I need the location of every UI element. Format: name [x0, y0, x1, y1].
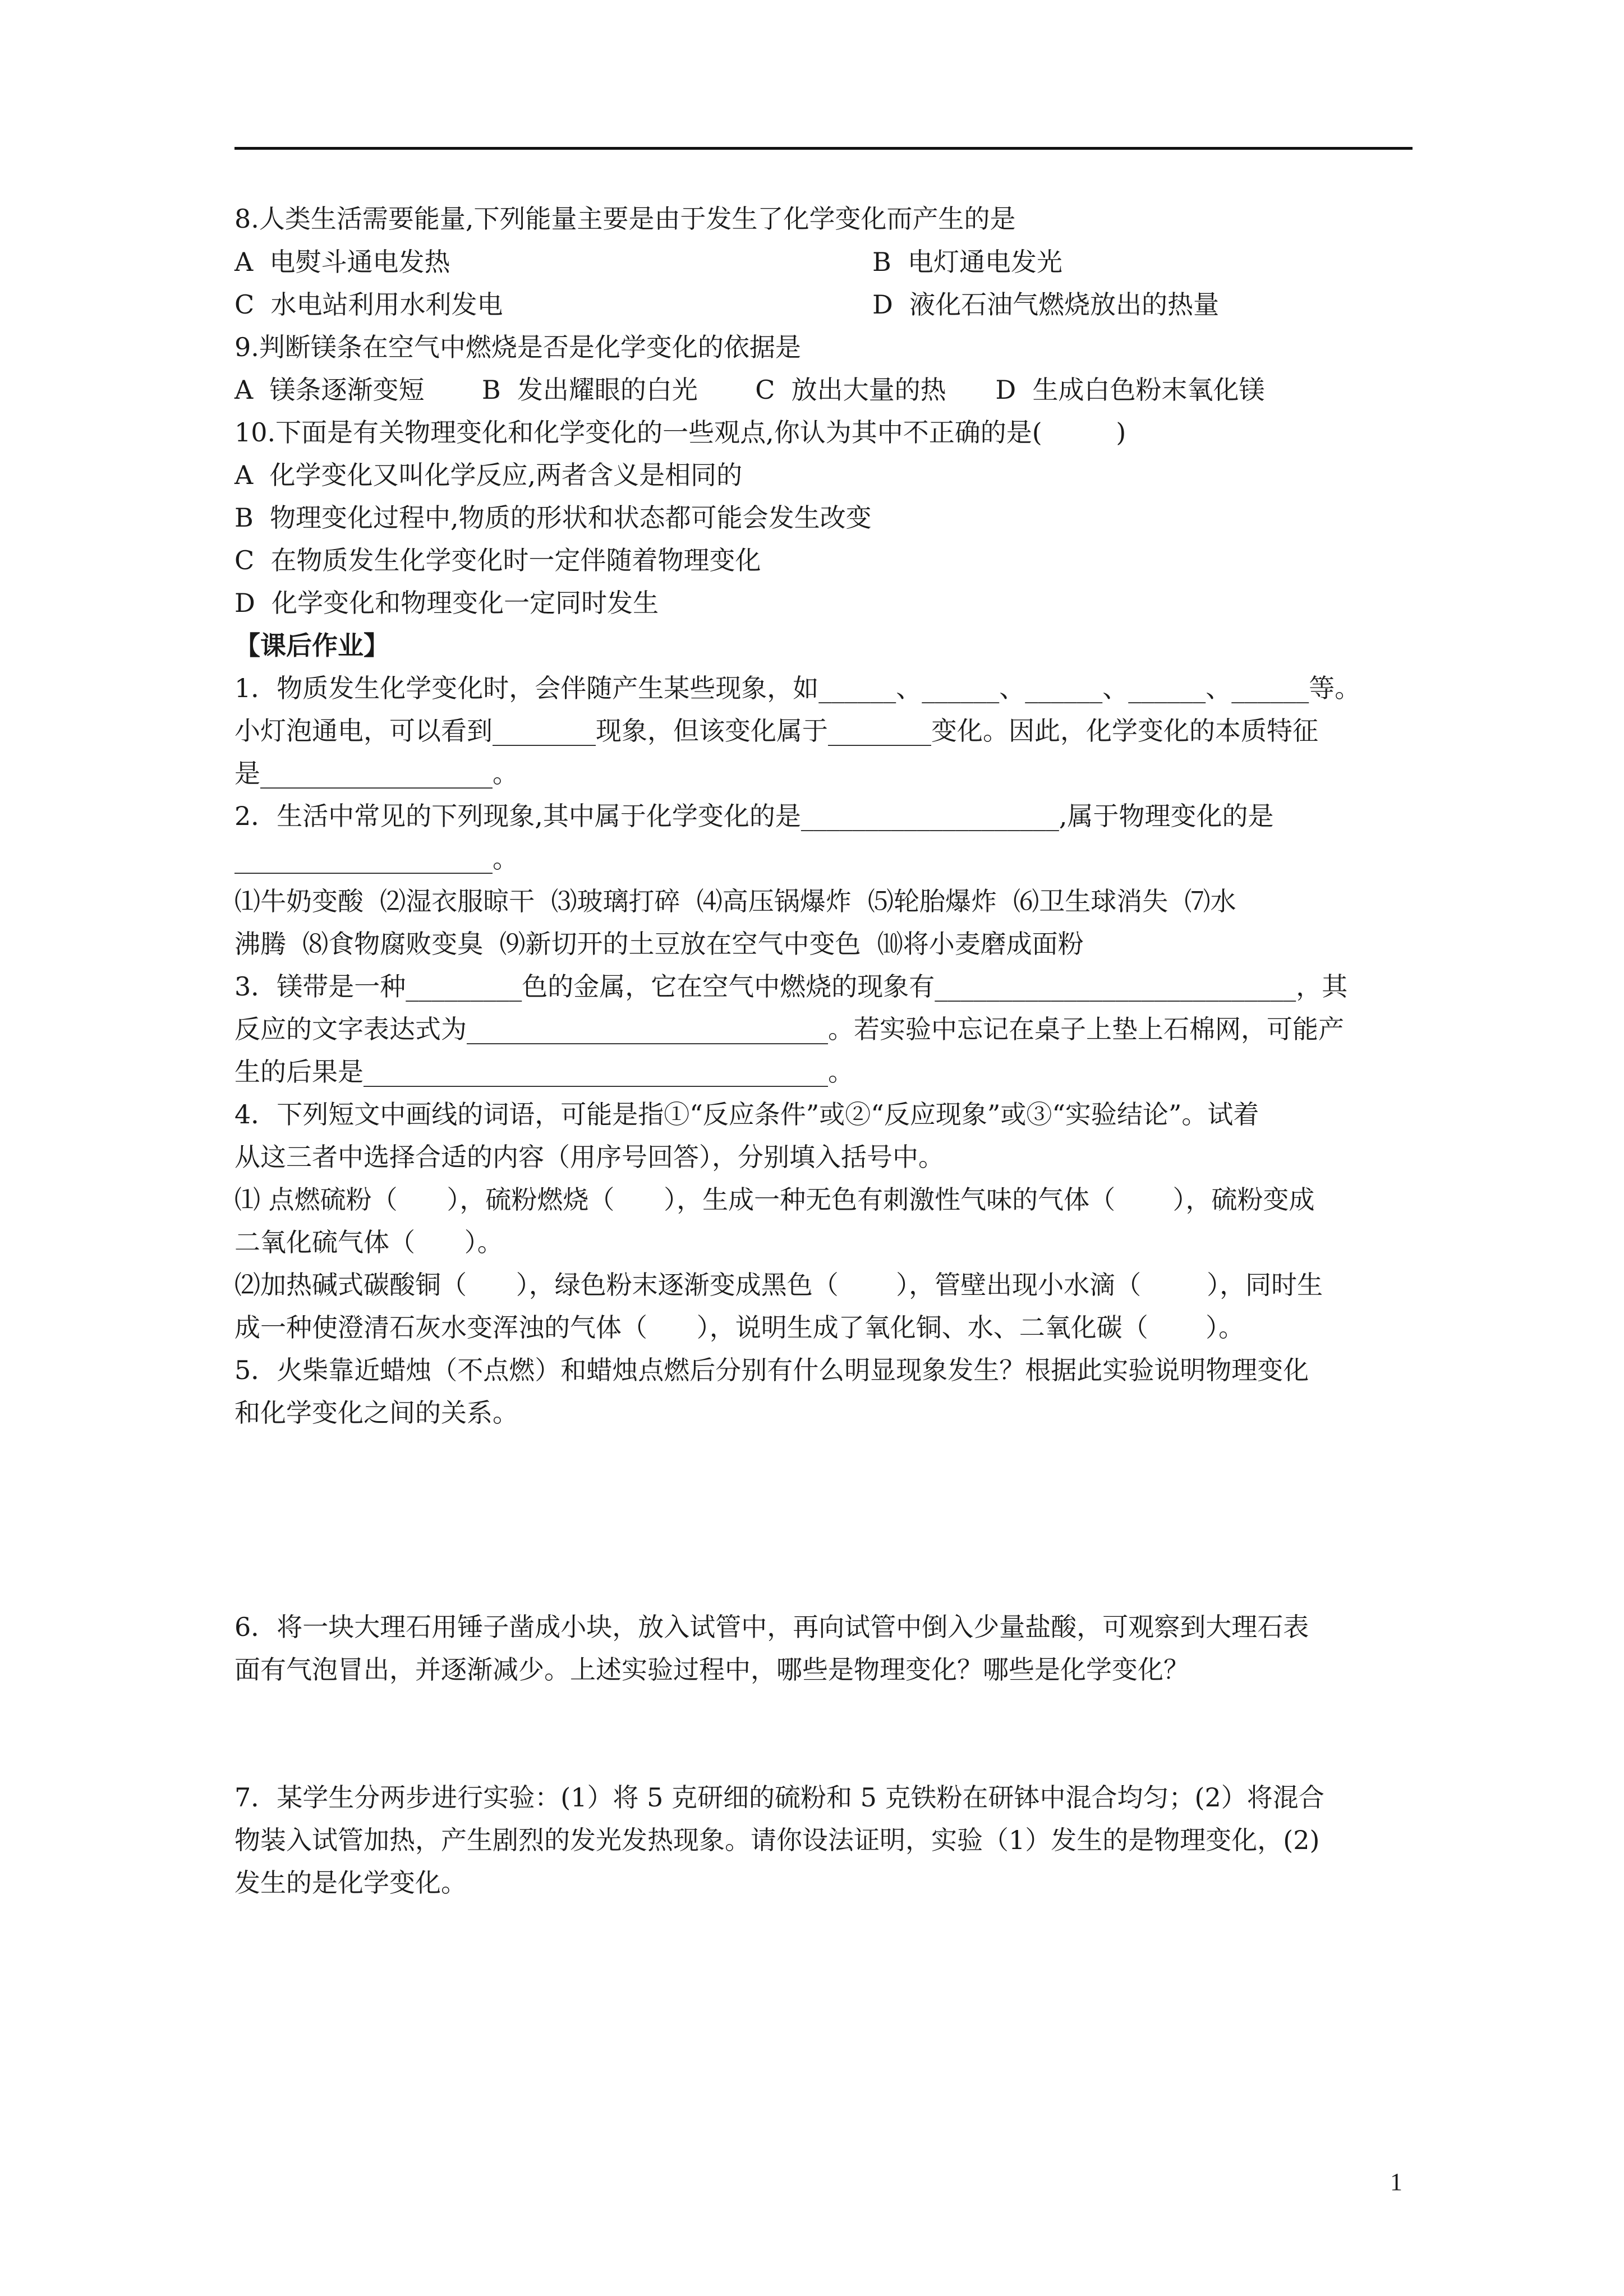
hw1-line1: 1．物质发生化学变化时，会伴随产生某些现象，如______、______、______、______、______等。	[234, 673, 1361, 703]
hw3-line2: 反应的文字表达式为____________________________。若实验中忘记在桌子上垫上石棉网，可能产	[234, 1014, 1344, 1044]
q9-options: A 镁条逐渐变短 B 发出耀眼的白光 C 放出大量的热 D 生成白色粉末氧化镁	[234, 375, 1265, 405]
hw4-line2: 从这三者中选择合适的内容（用序号回答），分别填入括号中。	[234, 1142, 944, 1172]
hw1-line3: 是__________________。	[234, 758, 518, 789]
q10-option-c: C 在物质发生化学变化时一定伴随着物理变化	[234, 545, 761, 575]
hw5-line2: 和化学变化之间的关系。	[234, 1398, 518, 1428]
hw6-line1: 6．将一块大理石用锤子凿成小块，放入试管中，再向试管中倒入少量盐酸，可观察到大理石表	[234, 1612, 1309, 1642]
hw5-line1: 5．火柴靠近蜡烛（不点燃）和蜡烛点燃后分别有什么明显现象发生？根据此实验说明物理变化	[234, 1355, 1309, 1385]
hw2-line4: 沸腾 ⑻食物腐败变臭 ⑼新切开的土豆放在空气中变色 ⑽将小麦磨成面粉	[234, 929, 1084, 959]
q10-option-d: D 化学变化和物理变化一定同时发生	[234, 588, 659, 618]
hw4-line3: ⑴ 点燃硫粉（ ），硫粉燃烧（ ），生成一种无色有刺激性气味的气体（ ），硫粉变成	[234, 1184, 1315, 1215]
hw4-line1: 4．下列短文中画线的词语，可能是指①“反应条件”或②“反应现象”或③“实验结论”。试着	[234, 1099, 1259, 1129]
q8-stem: 8.人类生活需要能量,下列能量主要是由于发生了化学变化而产生的是	[234, 204, 1016, 234]
header-rule	[234, 147, 1413, 150]
hw4-line5: ⑵加热碱式碳酸铜（ ），绿色粉末逐渐变成黑色（ ），管壁出现小水滴（ ），同时生	[234, 1270, 1323, 1300]
q9-stem: 9.判断镁条在空气中燃烧是否是化学变化的依据是	[234, 332, 801, 362]
page-number: 1	[1390, 2168, 1402, 2196]
hw3-line3: 生的后果是____________________________________。	[234, 1057, 854, 1087]
hw1-line2: 小灯泡通电，可以看到________现象，但该变化属于________变化。因此，化学变化的本质特征	[234, 716, 1318, 746]
homework-heading: 【课后作业】	[234, 630, 389, 661]
hw3-line1: 3．镁带是一种_________色的金属，它在空气中燃烧的现象有____________________________，其	[234, 971, 1348, 1002]
hw2-line2: ____________________。	[234, 843, 518, 874]
q8-option-d: D 液化石油气燃烧放出的热量	[872, 289, 1220, 320]
hw2-line1: 2．生活中常见的下列现象,其中属于化学变化的是____________________,属于物理变化的是	[234, 801, 1274, 831]
hw7-line3: 发生的是化学变化。	[234, 1868, 467, 1898]
q8-option-c: C 水电站利用水利发电	[234, 289, 503, 320]
q8-option-b: B 电灯通电发光	[872, 247, 1063, 277]
q10-option-b: B 物理变化过程中,物质的形状和状态都可能会发生改变	[234, 502, 872, 533]
q10-option-a: A 化学变化又叫化学反应,两者含义是相同的	[234, 460, 743, 490]
hw2-line3: ⑴牛奶变酸 ⑵湿衣服晾干 ⑶玻璃打碎 ⑷高压锅爆炸 ⑸轮胎爆炸 ⑹卫生球消失 ⑺水	[234, 886, 1236, 916]
hw4-line4: 二氧化硫气体（ ）。	[234, 1227, 503, 1257]
hw7-line1: 7．某学生分两步进行实验：(1）将 5 克研细的硫粉和 5 克铁粉在研钵中混合均匀；(2）将混合	[234, 1782, 1324, 1813]
hw7-line2: 物装入试管加热，产生剧烈的发光发热现象。请你设法证明，实验（1）发生的是物理变化，(2)	[234, 1825, 1320, 1855]
q8-option-a: A 电熨斗通电发热	[234, 247, 450, 277]
hw6-line2: 面有气泡冒出，并逐渐减少。上述实验过程中，哪些是物理变化？哪些是化学变化？	[234, 1654, 1189, 1685]
hw4-line6: 成一种使澄清石灰水变浑浊的气体（ ），说明生成了氧化铜、水、二氧化碳（ ）。	[234, 1312, 1245, 1343]
q10-stem: 10.下面是有关物理变化和化学变化的一些观点,你认为其中不正确的是( )	[234, 417, 1126, 448]
